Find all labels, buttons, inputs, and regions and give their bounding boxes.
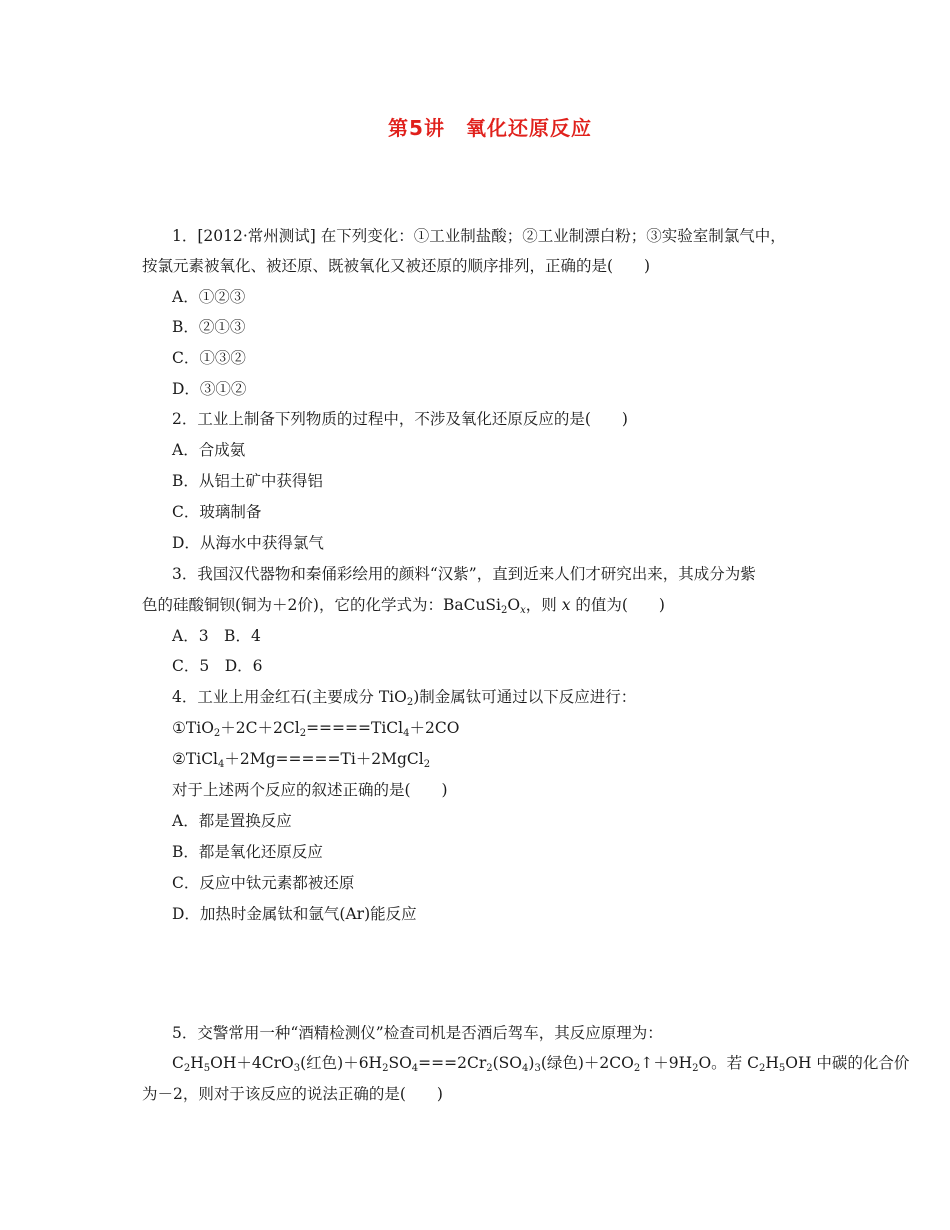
q4-stem-line2: 对于上述两个反应的叙述正确的是( )	[172, 781, 448, 799]
q1-option-c: C．①③②	[172, 349, 246, 367]
q4-option-b: B．都是氧化还原反应	[172, 843, 323, 861]
q4-equation-1: $①TiO_2+2C+2Cl_2=====TiCl_4+2CO$	[172, 719, 460, 739]
q1-option-b: B．②①③	[172, 318, 246, 336]
q4-option-a: A．都是置换反应	[172, 812, 292, 830]
page-title: 第5讲 氧化还原反应	[388, 116, 592, 140]
q3-stem-line2: 色的硅酸铜钡(铜为＋2价)，它的化学式为：$BaCuSi_2O_x$，则 x 的值为( )	[142, 596, 665, 616]
q5-stem-line3: 为－2，则对于该反应的说法正确的是( )	[142, 1085, 443, 1103]
q4-option-c: C．反应中钛元素都被还原	[172, 874, 355, 892]
q1-option-a: A．①②③	[172, 288, 246, 306]
q5-stem-line1: 5．交警常用一种“酒精检测仪”检查司机是否酒后驾车，其反应原理为：	[172, 1024, 663, 1042]
q2-stem-line1: 2．工业上制备下列物质的过程中，不涉及氧化还原反应的是( )	[172, 410, 628, 428]
q3-options-cd: C．5 D．6	[172, 657, 263, 675]
q5-equation: $C_2H_5OH+4CrO_3$(红色)$+6H_2SO_4===2Cr_2(SO_4)_3$(绿色)$+2CO_2↑+9H_2O$。若 $C_2H_5OH$ 中碳的化合价	[172, 1054, 910, 1074]
q2-option-c: C．玻璃制备	[172, 503, 262, 521]
q3-stem-line1: 3．我国汉代器物和秦俑彩绘用的颜料“汉紫”，直到近来人们才研究出来，其成分为紫	[172, 565, 756, 583]
q2-option-d: D．从海水中获得氯气	[172, 534, 324, 552]
q4-stem-line1: 4．工业上用金红石(主要成分 TiO$_2$)制金属钛可通过以下反应进行：	[172, 688, 637, 708]
q1-option-d: D．③①②	[172, 380, 247, 398]
q1-stem-line1: 1．[2012·常州测试] 在下列变化：①工业制盐酸；②工业制漂白粉；③实验室制氯气中，	[172, 227, 786, 245]
q3-options-ab: A．3 B．4	[172, 627, 261, 645]
q2-option-b: B．从铝土矿中获得铝	[172, 472, 323, 490]
q4-equation-2: ②TiCl$_4$＋2Mg=====Ti＋2MgCl$_2$	[172, 750, 431, 770]
q1-stem-line2: 按氯元素被氧化、被还原、既被氧化又被还原的顺序排列，正确的是( )	[142, 257, 651, 275]
q2-option-a: A．合成氨	[172, 441, 246, 459]
q4-option-d: D．加热时金属钛和氩气(Ar)能反应	[172, 905, 417, 923]
